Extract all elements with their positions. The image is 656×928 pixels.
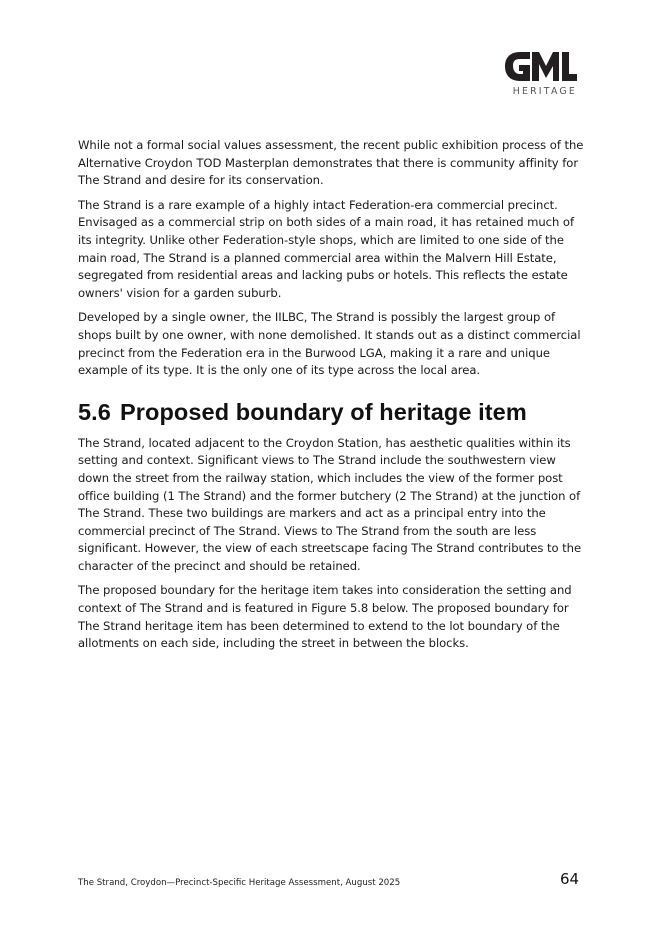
paragraph-setting-views: The Strand, located adjacent to the Croydon Station, has aesthetic qualities within its setting and context. Significant views to The Strand include the southwestern view down the street from the railway station, which includes the view of the former post office building (1 The Strand) and the former butchery (2 The Strand) at the junction of The Strand. These two buildings are markers and act as a principal entry into the commercial precinct of The Strand. Views to The Strand from the south are less significant. However, the view of each streetscape facing The Strand contributes to the character of the precinct and should be retained. — [78, 435, 582, 573]
section-number: 5.6 — [78, 398, 111, 425]
logo-letter-m — [532, 52, 559, 81]
paragraph-single-owner: Developed by a single owner, the IILBC, The Strand is possibly the largest group of shops built by one owner, with none demolished. It stands out as a distinct commercial precinct from the Federation era in the Burwood LGA, making it a rare and unique example of its type. It is the only one of its type across the local area. — [78, 310, 581, 378]
document-body — [78, 137, 588, 660]
logo-subtitle: HERITAGE — [512, 86, 577, 97]
section-title: Proposed boundary of heritage item — [119, 398, 527, 425]
footer-document-title: The Strand, Croydon—Precinct-Specific Heritage Assessment, August 2025 — [78, 878, 401, 888]
paragraph-rarity: The Strand is a rare example of a highly intact Federation-era commercial precinct. Envisaged as a commercial strip on both sides of a main road, it has retained much of its integrity. Unlike other Federation-style shops, which are limited to one side of the main road, The Strand is a planned commercial area within the Malvern Hill Estate, segregated from residential areas and lacking pubs or hotels. This reflects the estate owners' vision for a garden suburb. — [78, 197, 575, 300]
gml-logo-mark-icon — [503, 50, 579, 84]
section-heading — [78, 398, 588, 426]
page-number: 64 — [560, 870, 580, 888]
paragraph-proposed-boundary: The proposed boundary for the heritage item takes into consideration the setting and context of The Strand and is featured in Figure 5.8 below. The proposed boundary for The Strand heritage item has been determined to extend to the lot boundary of the allotments on each side, including the street in between the blocks. — [78, 583, 572, 651]
paragraph-social-values: While not a formal social values assessment, the recent public exhibition process of the Alternative Croydon TOD Masterplan demonstrates that there is community affinity for The Strand and desire for its conservation. — [78, 138, 584, 188]
logo-letter-l — [562, 52, 577, 81]
logo-letter-g — [505, 52, 530, 81]
